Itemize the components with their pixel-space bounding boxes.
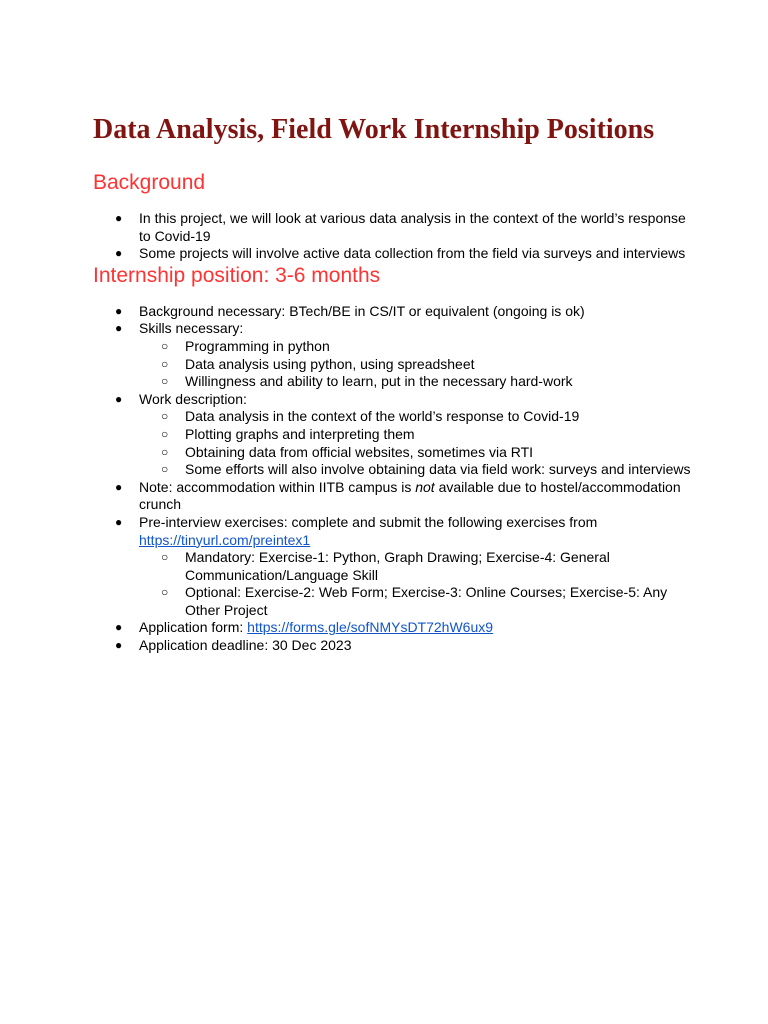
sub-list-item-text: Optional: Exercise-2: Web Form; Exercise-3: Online Courses; Exercise-5: Any Other Project bbox=[185, 584, 668, 618]
sub-list-item bbox=[139, 584, 693, 619]
application-form-label: Application form: bbox=[139, 619, 248, 636]
sub-list-item-text: Programming in python bbox=[185, 337, 330, 354]
hollow-bullet-icon: ○ bbox=[161, 356, 169, 371]
list-item bbox=[93, 320, 693, 390]
note-text-suffix: available due to hostel/accommodation crunch bbox=[139, 478, 681, 513]
list-item-text: Background necessary: BTech/BE in CS/IT or equivalent (ongoing is ok) bbox=[139, 302, 585, 319]
internship-heading: Internship position: 3-6 months bbox=[93, 263, 381, 287]
hollow-bullet-icon: ○ bbox=[161, 338, 169, 353]
bullet-icon: ● bbox=[115, 246, 123, 261]
hollow-bullet-icon: ○ bbox=[161, 444, 169, 459]
sub-list-item-text: Some efforts will also involve obtaining data via field work: surveys and interviews bbox=[185, 461, 691, 478]
bullet-icon: ● bbox=[115, 303, 123, 318]
bullet-icon: ● bbox=[115, 638, 123, 653]
background-list bbox=[93, 210, 693, 263]
list-item bbox=[93, 619, 693, 637]
list-item bbox=[93, 391, 693, 479]
list-item bbox=[93, 210, 693, 245]
note-emphasis: not bbox=[415, 478, 435, 495]
application-form-link[interactable]: https://forms.gle/sofNMYsDT72hW6ux9 bbox=[247, 619, 494, 636]
sub-list-item-text: Obtaining data from official websites, sometimes via RTI bbox=[185, 443, 534, 460]
application-deadline: Application deadline: 30 Dec 2023 bbox=[139, 637, 352, 654]
list-item bbox=[93, 479, 693, 514]
sub-list-item bbox=[139, 549, 693, 584]
hollow-bullet-icon: ○ bbox=[161, 374, 169, 389]
sub-list-item-text: Plotting graphs and interpreting them bbox=[185, 425, 415, 442]
sub-list-item-text: Willingness and ability to learn, put in the necessary hard-work bbox=[185, 373, 573, 390]
work-label: Work description: bbox=[139, 390, 247, 407]
bullet-icon: ● bbox=[115, 620, 123, 635]
sub-list-item bbox=[139, 338, 693, 356]
document-title: Data Analysis, Field Work Internship Positions bbox=[93, 114, 655, 145]
sub-list-item bbox=[139, 444, 693, 462]
exercises-sublist bbox=[139, 549, 693, 619]
hollow-bullet-icon: ○ bbox=[161, 409, 169, 424]
internship-list bbox=[93, 303, 693, 655]
list-item-text: In this project, we will look at various data analysis in the context of the world’s response to Covid-19 bbox=[139, 210, 686, 244]
sub-list-item-text: Data analysis in the context of the world’s response to Covid-19 bbox=[185, 408, 580, 425]
preinterview-text: Pre-interview exercises: complete and submit the following exercises from bbox=[139, 513, 598, 530]
bullet-icon: ● bbox=[115, 321, 123, 336]
hollow-bullet-icon: ○ bbox=[161, 462, 169, 477]
list-item bbox=[93, 303, 693, 321]
sub-list-item bbox=[139, 356, 693, 374]
sub-list-item bbox=[139, 408, 693, 426]
document-page bbox=[93, 112, 693, 655]
list-item bbox=[93, 245, 693, 263]
list-item-text: Some projects will involve active data collection from the field via surveys and interviews bbox=[139, 245, 686, 262]
skills-label: Skills necessary: bbox=[139, 320, 244, 337]
sub-list-item bbox=[139, 461, 693, 479]
bullet-icon: ● bbox=[115, 479, 123, 494]
bullet-icon: ● bbox=[115, 211, 123, 225]
background-heading: Background bbox=[93, 171, 206, 194]
work-sublist bbox=[139, 408, 693, 478]
note-text-prefix: Note: accommodation within IITB campus is bbox=[139, 478, 416, 495]
sub-list-item-text: Data analysis using python, using spreadsheet bbox=[185, 355, 475, 372]
preinterview-link[interactable]: https://tinyurl.com/preintex1 bbox=[139, 531, 311, 548]
hollow-bullet-icon: ○ bbox=[161, 550, 169, 565]
sub-list-item-text: Mandatory: Exercise-1: Python, Graph Drawing; Exercise-4: General Communication/Language Skill bbox=[185, 549, 610, 583]
skills-sublist bbox=[139, 338, 693, 391]
sub-list-item bbox=[139, 373, 693, 391]
sub-list-item bbox=[139, 426, 693, 444]
list-item bbox=[93, 514, 693, 620]
hollow-bullet-icon: ○ bbox=[161, 426, 169, 441]
list-item bbox=[93, 637, 693, 655]
bullet-icon: ● bbox=[115, 514, 123, 529]
bullet-icon: ● bbox=[115, 391, 123, 406]
hollow-bullet-icon: ○ bbox=[161, 585, 169, 600]
